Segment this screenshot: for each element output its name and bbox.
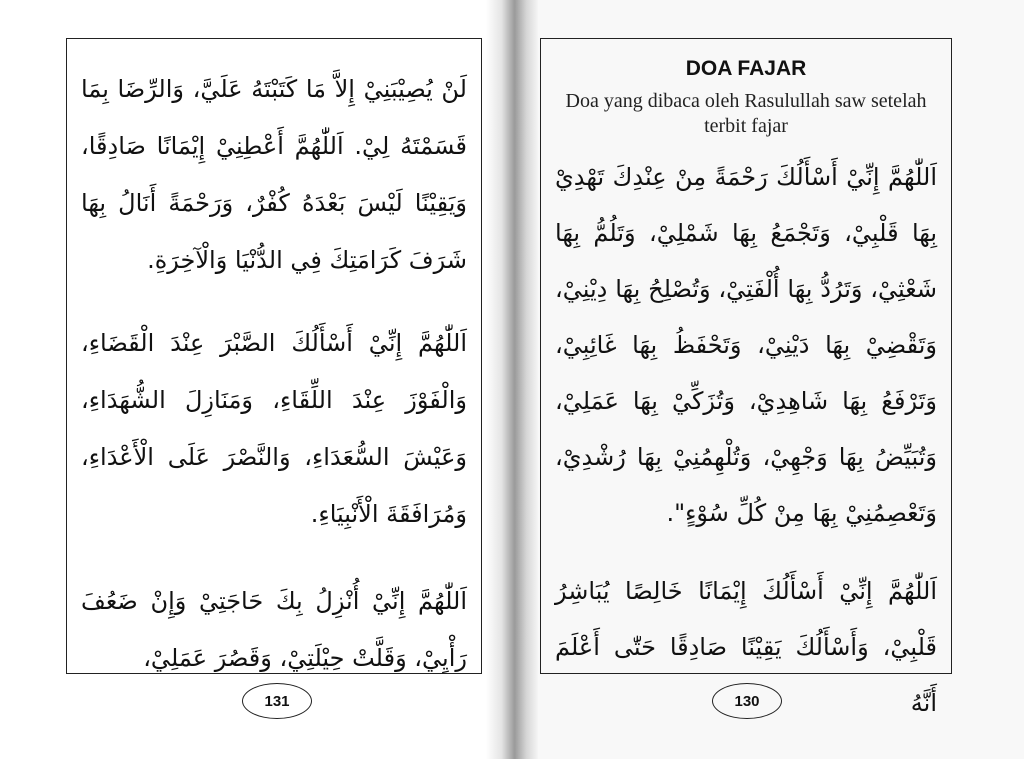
arabic-paragraph: اَللّٰهُمَّ إِنِّيْ أَسْأَلُكَ إِيْمَانًا خَالِصًا يُبَاشِرُ قَلْبِيْ، وَأَسْأَلُكَ يَقِيْنًا صَادِقًا حَتّٰى أَعْلَمَ أَنَّهُ: [555, 577, 937, 717]
arabic-paragraph: اَللّٰهُمَّ إِنِّيْ أَسْأَلُكَ الصَّبْرَ عِنْدَ الْقَضَاءِ، وَالْفَوْزَ عِنْدَ اللِّقَاءِ، وَمَنَازِلَ الشُّهَدَاءِ، وَعَيْشَ السُّعَدَاءِ، وَالنَّصْرَ عَلَى الْأَعْدَاءِ، وَمُرَافَقَةَ الْأَنْبِيَاءِ.: [81, 329, 467, 528]
arabic-paragraph: اَللّٰهُمَّ إِنِّيْ أَسْأَلُكَ رَحْمَةً مِنْ عِنْدِكَ تَهْدِيْ بِهَا قَلْبِيْ، وَتَجْمَعُ بِهَا شَمْلِيْ، وَتَلُمُّ بِهَا شَعْثِيْ، وَتَرُدُّ بِهَا أُلْفَتِيْ، وَتُصْلِحُ بِهَا دِيْنِيْ، وَتَقْضِيْ بِهَا دَيْنِيْ، وَتَحْفَظُ بِهَا غَائِبِيْ، وَتَرْفَعُ بِهَا شَاهِدِيْ، وَتُزَكِّيْ بِهَا عَمَلِيْ، وَتُبَيِّضُ بِهَا وَجْهِيْ، وَتُلْهِمُنِيْ بِهَا رُشْدِيْ، وَتَعْصِمُنِيْ بِهَا مِنْ كُلِّ سُوْءٍ".: [555, 163, 937, 527]
arabic-paragraph: اَللّٰهُمَّ إِنِّيْ أُنْزِلُ بِكَ حَاجَتِيْ وَإِنْ ضَعُفَ رَأْيِيْ، وَقَلَّتْ حِيْلَتِيْ، وَقَصُرَ عَمَلِيْ،: [81, 587, 467, 672]
page-title: DOA FAJAR: [685, 57, 807, 80]
page-number: 131: [242, 683, 312, 719]
arabic-paragraph: لَنْ يُصِيْبَنِيْ إِلاَّ مَا كَتَبْتَهُ عَلَيَّ، وَالرِّضَا بِمَا قَسَمْتَهُ لِيْ. اَللّٰهُمَّ أَعْطِنِيْ إِيْمَانًا صَادِقًا، وَيَقِيْنًا لَيْسَ بَعْدَهُ كُفْرٌ، وَرَحْمَةً أَنَالُ بِهَا شَرَفَ كَرَامَتِكَ فِي الدُّنْيَا وَالْآخِرَةِ.: [81, 75, 467, 274]
left-page: [0, 0, 500, 759]
page-number: 130: [712, 683, 782, 719]
left-text-frame: [66, 38, 482, 674]
page-subtitle: Doa yang dibaca oleh Rasulullah saw setelah terbit fajar: [565, 90, 927, 137]
book-gutter: [486, 0, 538, 759]
